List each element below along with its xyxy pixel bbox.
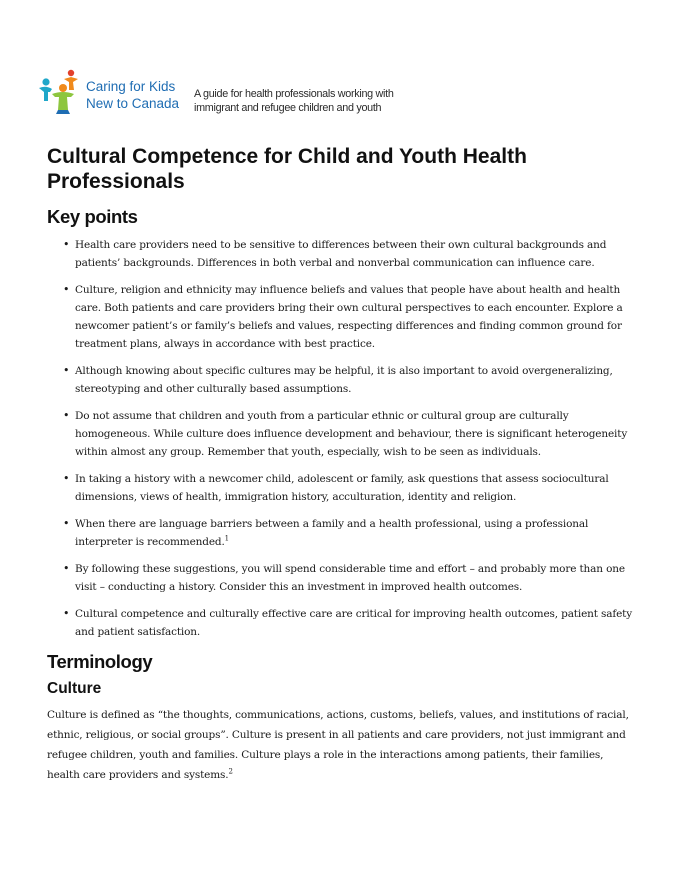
footnote-ref-2[interactable]: 2 [228, 767, 233, 776]
key-point-text: Although knowing about specific cultures may be helpful, it is also important to avoid overgeneralizing, stereotyping and other culturally based assumptions. [75, 365, 613, 395]
brand-line-2: New to Canada [86, 96, 180, 111]
page-header [38, 68, 638, 120]
key-point-text: When there are language barriers between a family and a health professional, using a professional interpreter is recommended. [75, 518, 589, 548]
key-points-heading: Key points [47, 206, 138, 227]
key-point-item [75, 407, 635, 461]
key-point-item [75, 236, 635, 272]
key-point-text: Cultural competence and culturally effective care are critical for improving health outcomes, patient safety and patient satisfaction. [75, 608, 633, 638]
brand-name[interactable] [86, 78, 179, 112]
culture-paragraph [47, 705, 635, 785]
page-title: Cultural Competence for Child and Youth Health Professionals [47, 145, 527, 193]
key-point-item [75, 362, 635, 398]
main-content [47, 144, 635, 785]
key-points-list [47, 236, 635, 641]
key-point-text: In taking a history with a newcomer child, adolescent or family, ask questions that assess sociocultural dimensions, views of health, immigration history, acculturation, identity and religion. [75, 473, 609, 503]
tagline-line-1: A guide for health professionals working with [194, 88, 394, 100]
tagline [194, 87, 394, 115]
key-point-text: Do not assume that children and youth from a particular ethnic or cultural group are culturally homogeneous. While culture does influence development and behaviour, there is significant heterogeneity within almost any group. Remember that youth, especially, wish to be seen as individuals. [75, 410, 628, 458]
tagline-line-2: immigrant and refugee children and youth [194, 102, 382, 114]
footnote-ref-1[interactable]: 1 [224, 534, 229, 543]
terminology-heading: Terminology [47, 651, 153, 672]
key-point-item [75, 560, 635, 596]
key-point-text: Health care providers need to be sensitive to differences between their own cultural backgrounds and patients’ backgrounds. Differences in both verbal and nonverbal communication can influence care. [75, 239, 607, 269]
people-family-logo-icon [38, 68, 82, 114]
key-point-item [75, 281, 635, 353]
key-point-text: By following these suggestions, you will spend considerable time and effort – and probably more than one visit – conducting a history. Consider this an investment in improved health outcomes. [75, 563, 625, 593]
key-point-item [75, 605, 635, 641]
key-point-item [75, 515, 635, 551]
key-point-item [75, 470, 635, 506]
key-point-text: Culture, religion and ethnicity may influence beliefs and values that people have about health and health care. Both patients and care providers bring their own cultural perspectives to each encounter. Explore a newcomer patient’s or family’s beliefs and values, respecting differences and finding common ground for treatment plans, always in accordance with best practice. [75, 284, 623, 350]
culture-heading: Culture [47, 680, 102, 697]
culture-text: Culture is defined as “the thoughts, communications, actions, customs, beliefs, values, and institutions of racial, ethnic, religious, or social groups”. Culture is present in all patients and care providers, not just immigrant and refugee children, youth and families. Culture plays a role in the interactions among patients, their families, health care providers and systems. [47, 709, 629, 781]
brand-line-1: Caring for Kids [86, 79, 176, 94]
